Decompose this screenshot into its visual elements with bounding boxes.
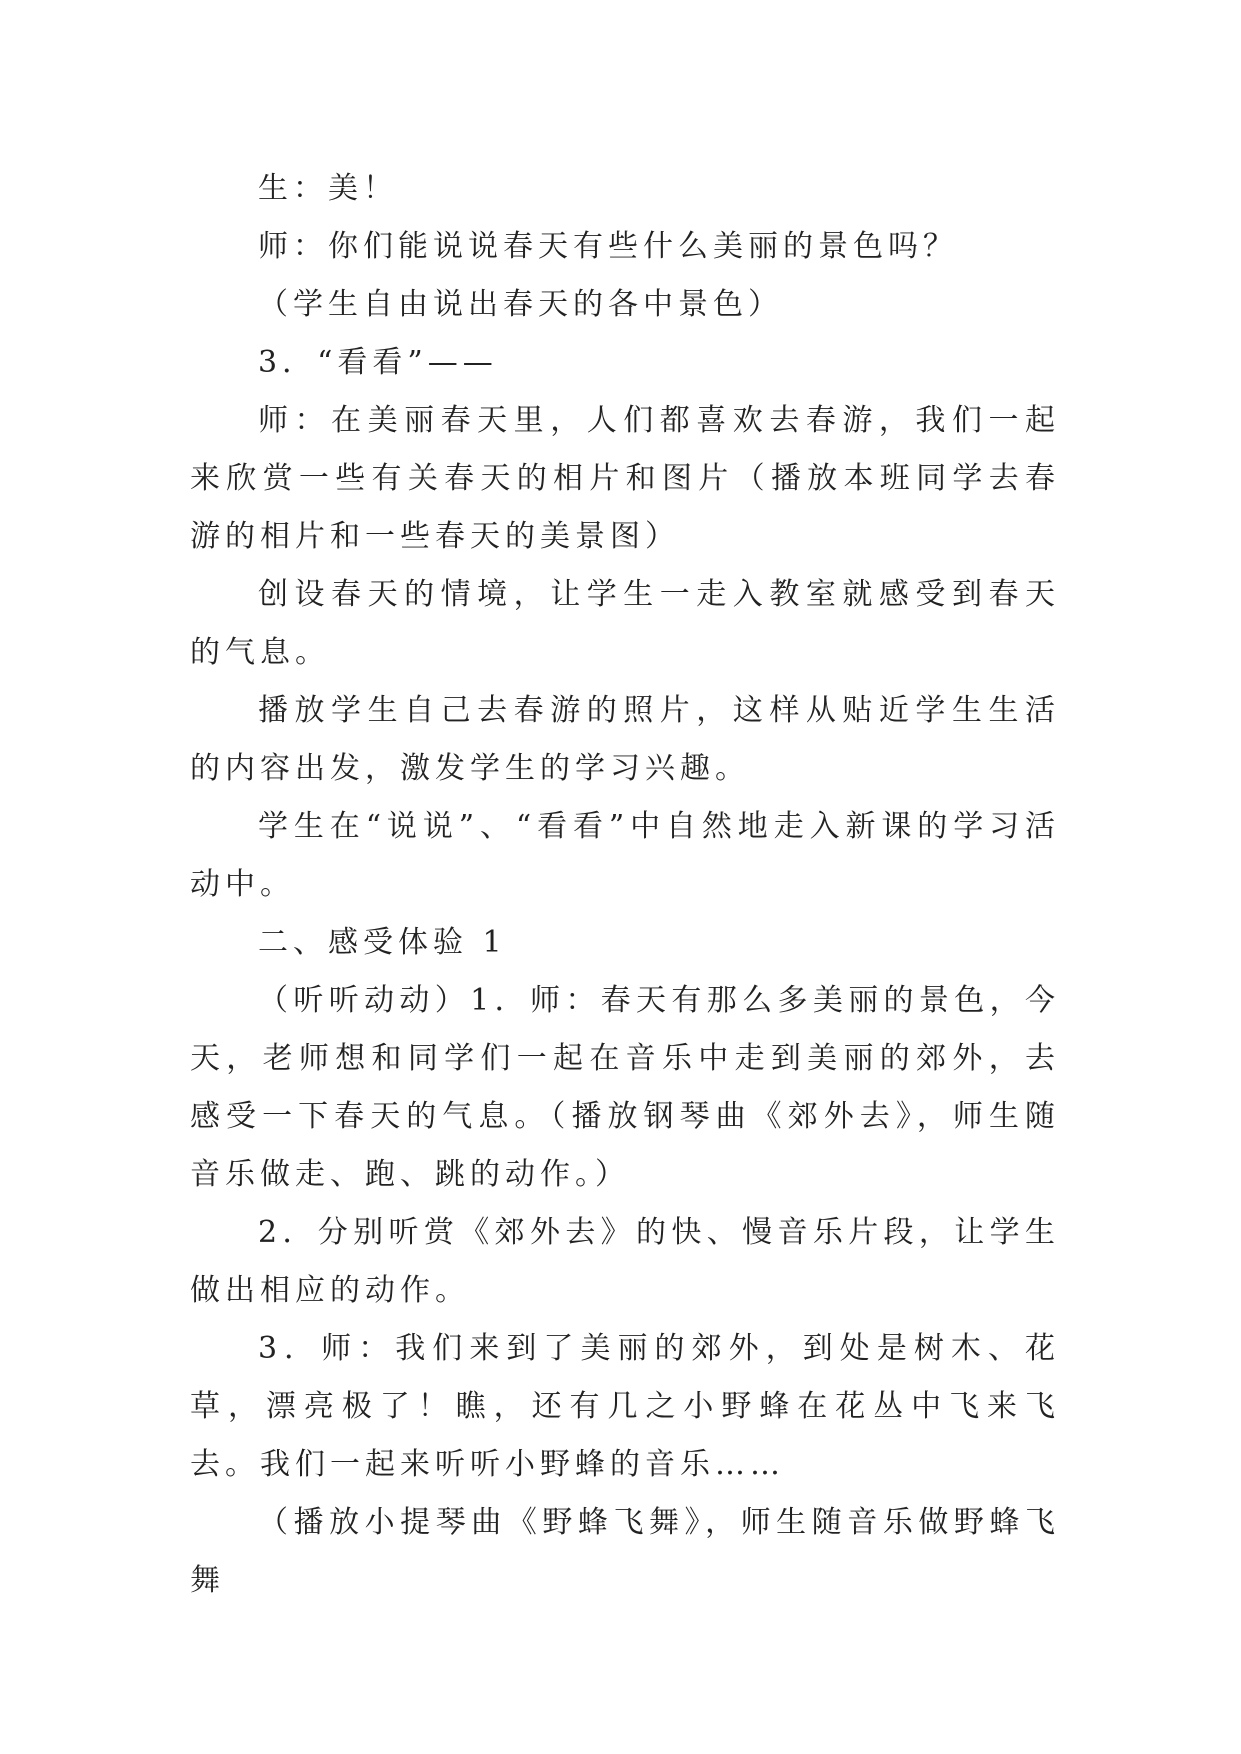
paragraph-fast-slow: 2．分别听赏《郊外去》的快、慢音乐片段，让学生做出相应的动作。 — [190, 1215, 1060, 1308]
paragraph-student-answer: 生：美！ — [258, 171, 398, 206]
paragraph-wild-bees: 3．师：我们来到了美丽的郊外，到处是树木、花草，漂亮极了！瞧，还有几之小野蜂在花丛中飞来飞去。我们一起来听听小野蜂的音乐…… — [190, 1331, 1060, 1482]
paragraph-enter-lesson: 学生在“说说”、“看看”中自然地走入新课的学习活动中。 — [190, 809, 1060, 902]
paragraph-student-response: （学生自由说出春天的各中景色） — [258, 287, 783, 322]
paragraph-teacher-question: 师：你们能说说春天有些什么美丽的景色吗？ — [258, 229, 958, 264]
paragraph-play-photos: 播放学生自己去春游的照片，这样从贴近学生生活的内容出发，激发学生的学习兴趣。 — [190, 693, 1060, 786]
paragraph-listen-move: （听听动动）1．师：春天有那么多美丽的景色，今天，老师想和同学们一起在音乐中走到美丽的郊外，去感受一下春天的气息。（播放钢琴曲《郊外去》，师生随音乐做走、跑、跳的动作。） — [190, 983, 1060, 1192]
paragraph-teacher-spring-trip: 师：在美丽春天里，人们都喜欢去春游，我们一起来欣赏一些有关春天的相片和图片（播放本班同学去春游的相片和一些春天的美景图） — [190, 403, 1060, 554]
document-page — [190, 160, 1060, 1610]
paragraph-violin-piece: （播放小提琴曲《野蜂飞舞》，师生随音乐做野蜂飞舞 — [190, 1505, 1060, 1598]
paragraph-create-scene: 创设春天的情境，让学生一走入教室就感受到春天的气息。 — [190, 577, 1060, 670]
paragraph-step-look: 3．“看看”—— — [258, 345, 498, 380]
section-heading-experience: 二、感受体验 1 — [258, 925, 507, 960]
